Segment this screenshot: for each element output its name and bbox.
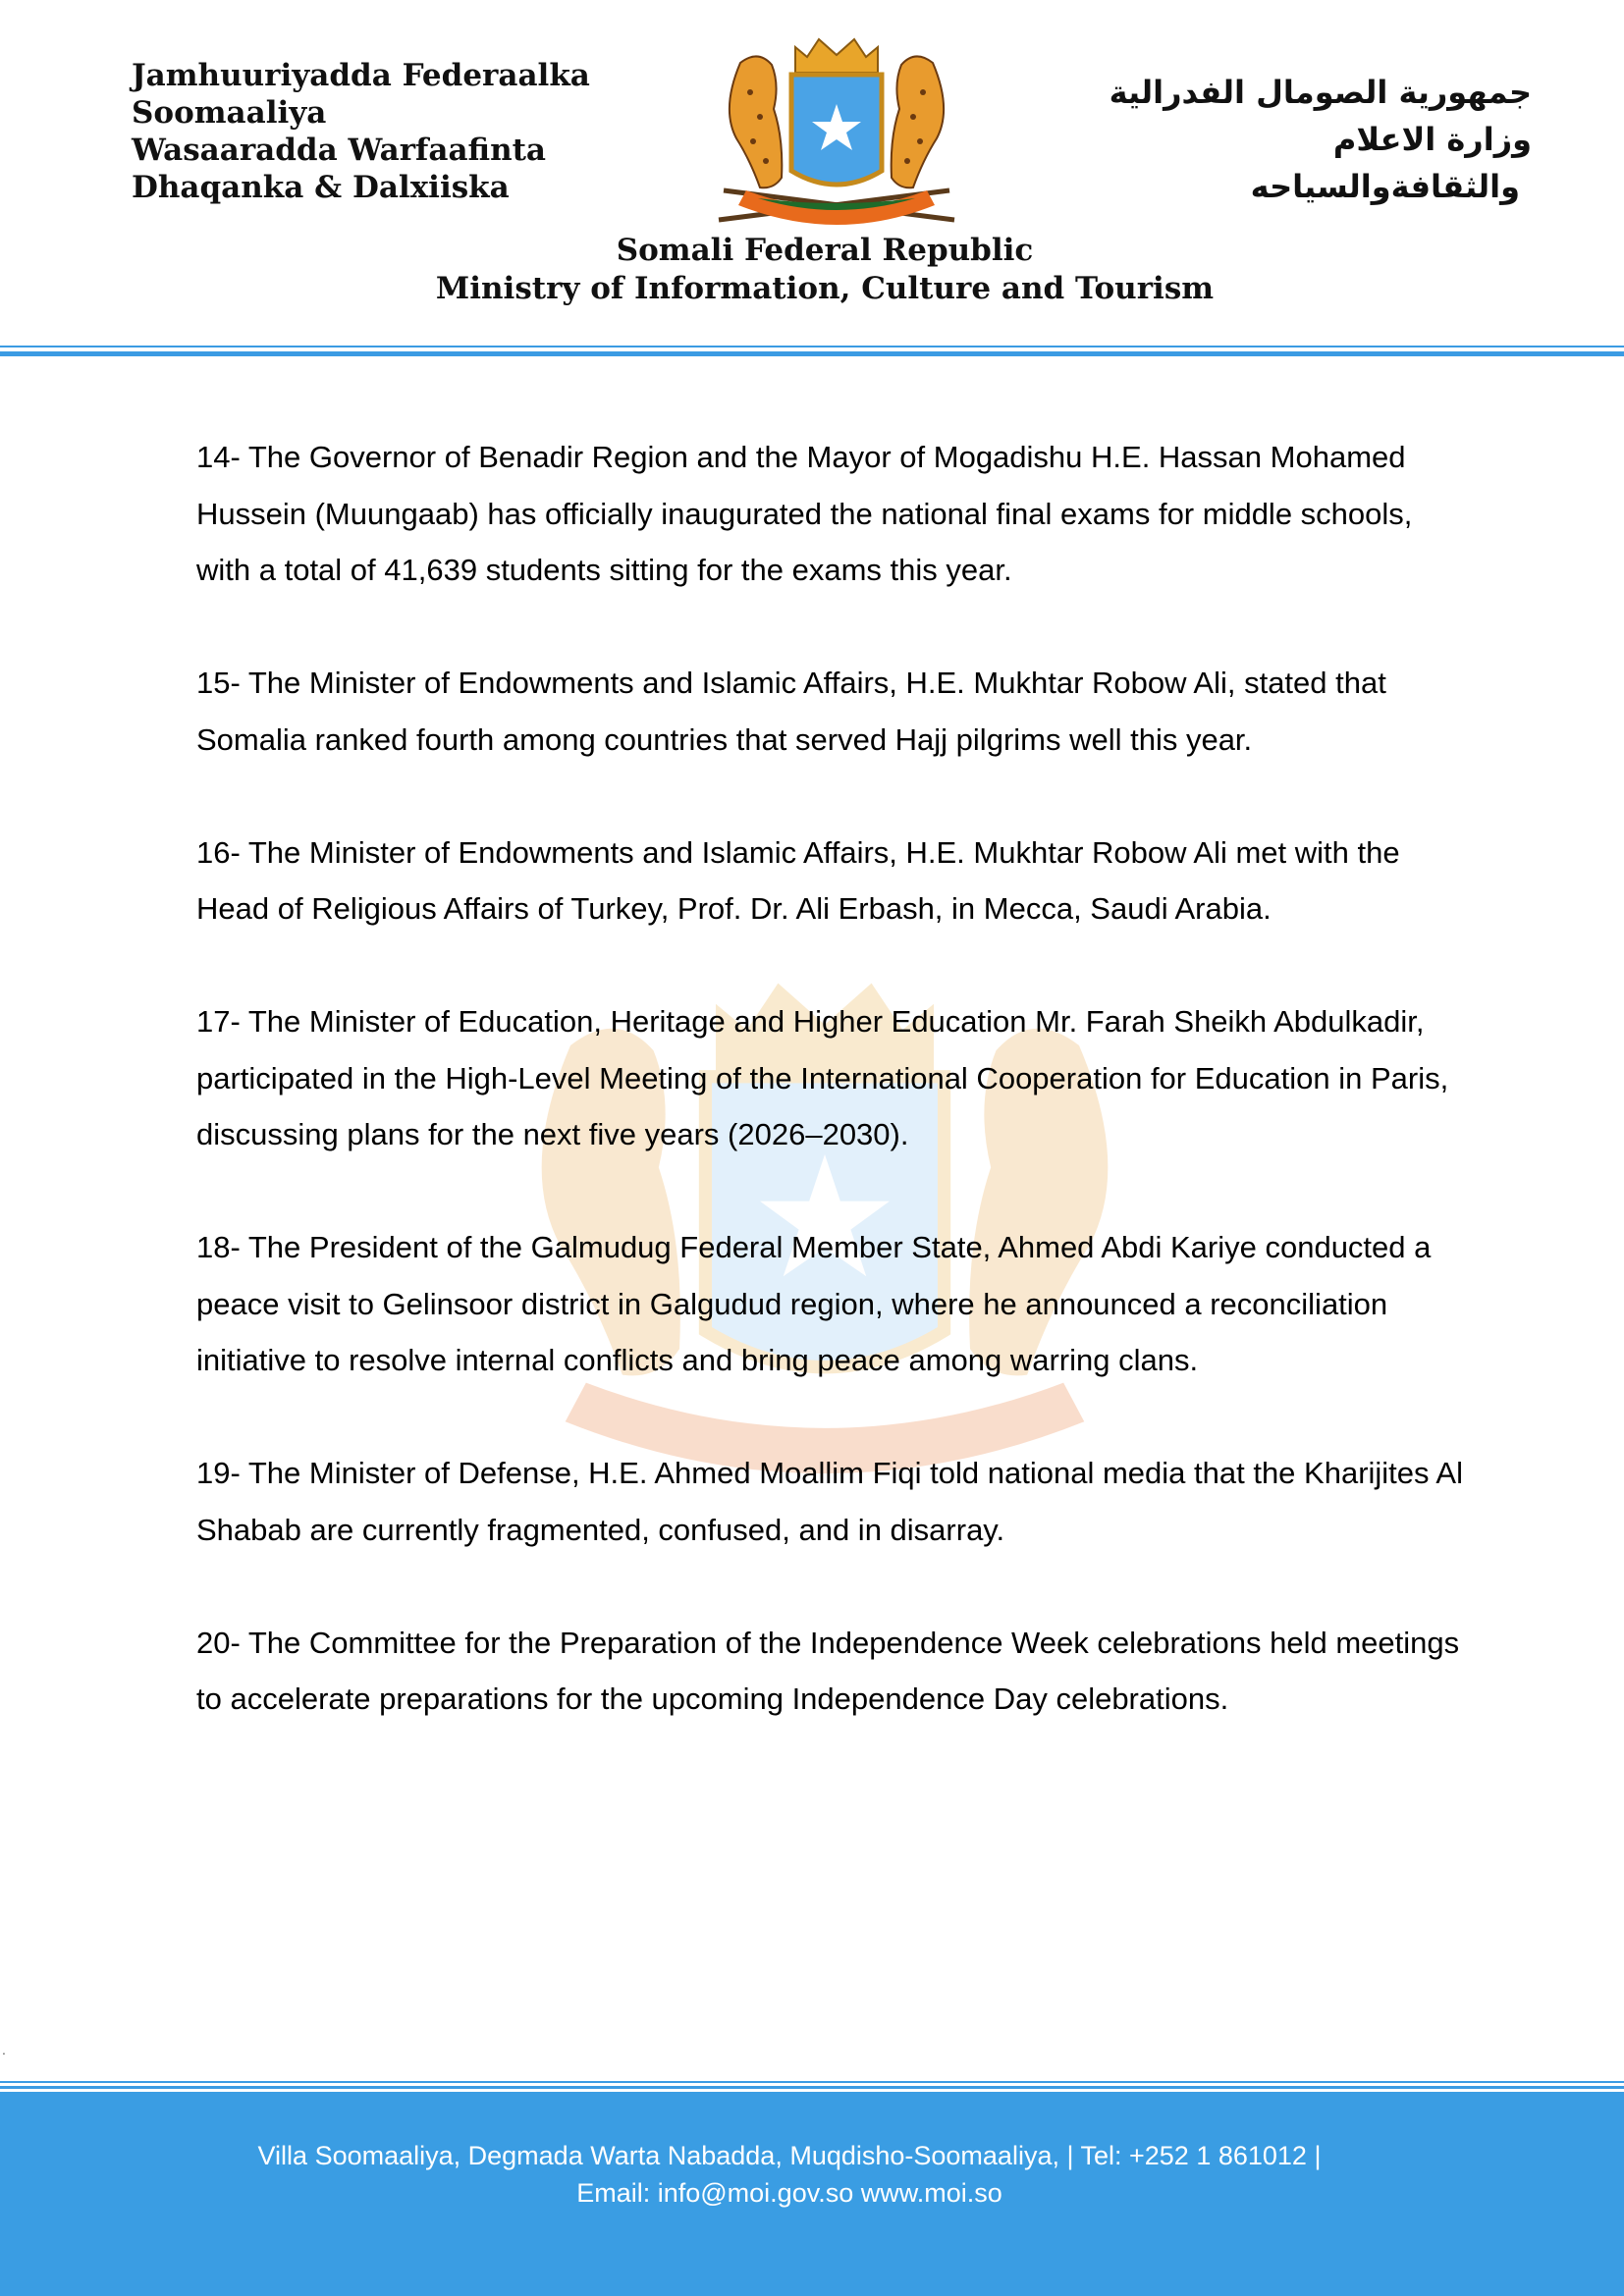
header-divider — [0, 351, 1624, 356]
somali-line: Wasaaradda Warfaafinta — [132, 133, 547, 168]
footer-divider — [0, 2086, 1624, 2089]
arabic-line: والثقافةوالسياحه — [1250, 168, 1520, 205]
ministry-title: Ministry of Information, Culture and Tourism — [435, 271, 1215, 306]
news-item: 20- The Committee for the Preparation of the Independence Week celebrations held meetings to accelerate preparations for the upcoming Independence Day celebrations. — [196, 1625, 1460, 1716]
footer-divider — [0, 2081, 1624, 2083]
footer-email-website: Email: info@moi.gov.so www.moi.so — [576, 2178, 1002, 2208]
republic-title: Somali Federal Republic — [616, 233, 1034, 268]
news-item: 19- The Minister of Defense, H.E. Ahmed Moallim Fiqi told national media that the Kharijites Al Shabab are currently fragmented, confused, and in disarray. — [196, 1456, 1463, 1547]
arabic-line: جمهورية الصومال الفدرالية — [1109, 74, 1532, 111]
somali-line: Soomaaliya — [132, 95, 327, 131]
header-divider — [0, 346, 1624, 347]
letterhead — [0, 0, 1624, 365]
arabic-line: وزارة الاعلام — [1332, 121, 1532, 158]
somalia-coat-of-arms-icon — [699, 33, 974, 230]
news-item: 17- The Minister of Education, Heritage and Higher Education Mr. Farah Sheikh Abdulkadir, participated in the High-Level Meeting of the International Cooperation for Education in Paris, discussing plans for the next five years (2026–2030). — [196, 1004, 1449, 1151]
arabic-ministry-name — [1110, 69, 1532, 210]
footer-contact — [0, 2137, 1579, 2212]
footer-address: Villa Soomaaliya, Degmada Warta Nabadda, Muqdisho-Soomaaliya, | Tel: +252 1 861012 | — [257, 2141, 1322, 2170]
news-item: 14- The Governor of Benadir Region and the Mayor of Mogadishu H.E. Hassan Mohamed Hussein (Muungaab) has officially inaugurated the national final exams for middle schools, with a total of 41,639 students sitting for the exams this year. — [196, 440, 1413, 587]
somali-line: Dhaqanka & Dalxiiska — [132, 170, 510, 205]
news-item: 15- The Minister of Endowments and Islamic Affairs, H.E. Mukhtar Robow Ali, stated that Somalia ranked fourth among countries that served Hajj pilgrims well this year. — [196, 666, 1386, 757]
news-item: 16- The Minister of Endowments and Islamic Affairs, H.E. Mukhtar Robow Ali met with the Head of Religious Affairs of Turkey, Prof. Dr. Ali Erbash, in Mecca, Saudi Arabia. — [196, 834, 1400, 926]
somali-ministry-name — [132, 57, 590, 206]
news-items — [196, 429, 1463, 1784]
english-ministry-name — [0, 232, 1624, 308]
somali-line: Jamhuuriyadda Federaalka — [132, 58, 590, 93]
news-item: 18- The President of the Galmudug Federal Member State, Ahmed Abdi Kariye conducted a peace visit to Gelinsoor district in Galgudud region, where he announced a reconciliation initiative to resolve internal conflicts and bring peace among warring clans. — [196, 1230, 1432, 1377]
stray-mark: . — [2, 2042, 6, 2057]
